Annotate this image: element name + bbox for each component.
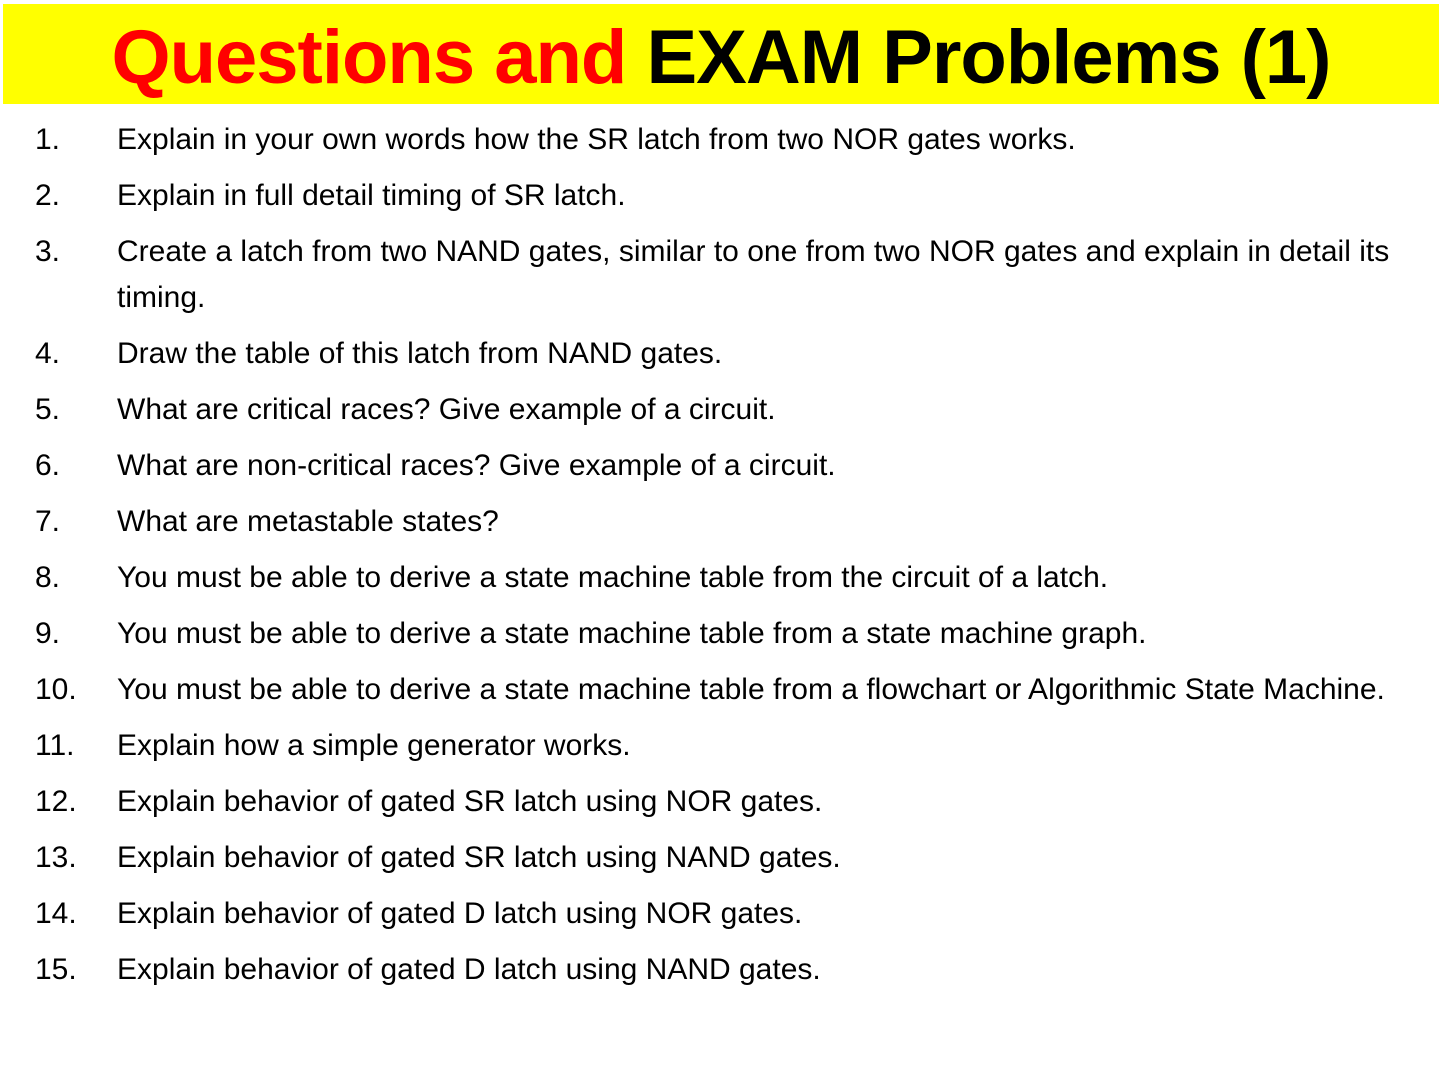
question-text: What are metastable states?: [117, 505, 499, 538]
question-number: 6.: [35, 449, 61, 482]
question-text: What are critical races? Give example of a circuit.: [117, 393, 776, 426]
question-number: 7.: [35, 505, 61, 538]
list-item: [0, 443, 1440, 489]
list-item: [0, 611, 1440, 657]
question-text: Explain behavior of gated D latch using NOR gates.: [117, 897, 803, 930]
question-text: Explain behavior of gated D latch using NAND gates.: [117, 953, 821, 986]
question-text: Create a latch from two NAND gates, similar to one from two NOR gates and explain in detail its timing.: [117, 235, 1390, 314]
question-number: 13.: [35, 841, 77, 874]
question-text: You must be able to derive a state machine table from the circuit of a latch.: [117, 561, 1109, 594]
list-item: [0, 891, 1440, 937]
list-item: [0, 835, 1440, 881]
question-text: Explain behavior of gated SR latch using NOR gates.: [117, 785, 823, 818]
question-text: You must be able to derive a state machine table from a state machine graph.: [117, 617, 1147, 650]
list-item: [0, 499, 1440, 545]
question-number: 14.: [35, 897, 77, 930]
question-number: 9.: [35, 617, 61, 650]
question-text: You must be able to derive a state machine table from a flowchart or Algorithmic State Machine.: [117, 673, 1385, 706]
question-text: Explain in your own words how the SR latch from two NOR gates works.: [117, 123, 1076, 156]
question-text: Explain how a simple generator works.: [117, 729, 631, 762]
list-item: [0, 947, 1440, 993]
question-text: Draw the table of this latch from NAND gates.: [117, 337, 723, 370]
list-item: [0, 667, 1440, 713]
question-text: Explain in full detail timing of SR latch.: [117, 179, 626, 212]
question-number: 3.: [35, 235, 61, 268]
list-item: [0, 779, 1440, 825]
title-part-exam-problems: EXAM Problems (1): [646, 15, 1331, 100]
question-number: 2.: [35, 179, 61, 212]
slide-title: [111, 15, 1331, 100]
question-number: 4.: [35, 337, 61, 370]
title-banner: [3, 4, 1439, 104]
question-text: What are non-critical races? Give example of a circuit.: [117, 449, 836, 482]
list-item: [0, 117, 1440, 163]
question-number: 1.: [35, 123, 61, 156]
list-item: [0, 723, 1440, 769]
question-number: 12.: [35, 785, 77, 818]
list-item: [0, 555, 1440, 601]
list-item: [0, 331, 1440, 377]
question-number: 15.: [35, 953, 77, 986]
list-item: [0, 229, 1440, 321]
list-item: [0, 387, 1440, 433]
question-number: 10.: [35, 673, 77, 706]
question-number: 8.: [35, 561, 61, 594]
question-text: Explain behavior of gated SR latch using NAND gates.: [117, 841, 841, 874]
question-number: 5.: [35, 393, 61, 426]
list-item: [0, 173, 1440, 219]
question-list: [0, 117, 1440, 1003]
title-part-questions: Questions and: [111, 15, 647, 100]
question-number: 11.: [35, 729, 75, 762]
